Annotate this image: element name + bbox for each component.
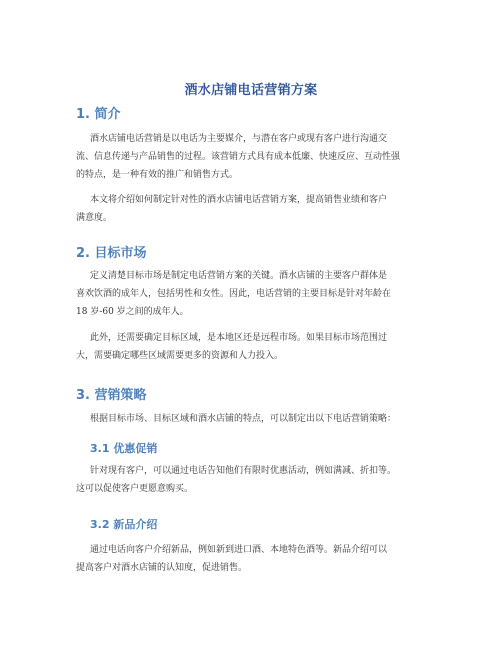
- paragraph-line: 流、信息传递与产品销售的过程。该营销方式具有成本低廉、快速反应、互动性强: [76, 152, 401, 162]
- paragraph-line: 定义清楚目标市场是制定电话营销方案的关键。酒水店铺的主要客户群体是: [90, 271, 388, 281]
- paragraph: [76, 191, 436, 227]
- subsection-heading-promotion: 3.1 优惠促销: [90, 442, 158, 455]
- paragraph-line: 的特点，是一种有效的推广和销售方式。: [76, 170, 239, 180]
- document-title: 酒水店铺电话营销方案: [184, 83, 318, 98]
- paragraph: [76, 462, 436, 498]
- paragraph: [76, 410, 436, 428]
- paragraph-line: 满意度。: [76, 213, 113, 223]
- paragraph: [76, 329, 436, 365]
- section-heading-intro: 1. 简介: [76, 107, 121, 122]
- paragraph-line: 这可以促使客户更愿意购买。: [76, 484, 194, 494]
- paragraph-line: 根据目标市场、目标区域和酒水店铺的特点，可以制定出以下电话营销策略：: [90, 414, 397, 424]
- paragraph: [76, 267, 436, 321]
- paragraph-line: 大，需要确定哪些区域需要更多的资源和人力投入。: [76, 351, 284, 361]
- paragraph-line: 通过电话向客户介绍新品，例如新到进口酒、本地特色酒等。新品介绍可以: [90, 545, 388, 555]
- paragraph-line: 提高客户对酒水店铺的认知度，促进销售。: [76, 563, 248, 573]
- paragraph: [76, 541, 436, 577]
- section-heading-target-market: 2. 目标市场: [76, 246, 147, 261]
- paragraph-line: 喜欢饮酒的成年人，包括男性和女性。因此，电话营销的主要目标是针对年龄在: [76, 289, 392, 299]
- paragraph-line: 针对现有客户，可以通过电话告知他们有限时优惠活动，例如满减、折扣等。: [90, 466, 397, 476]
- paragraph-line: 此外，还需要确定目标区域，是本地区还是远程市场。如果目标市场范围过: [90, 333, 388, 343]
- subsection-heading-new-products: 3.2 新品介绍: [90, 518, 158, 531]
- paragraph-line: 18 岁-60 岁之间的成年人。: [76, 307, 189, 317]
- section-heading-strategy: 3. 营销策略: [76, 388, 147, 403]
- paragraph-line: 本文将介绍如何制定针对性的酒水店铺电话营销方案，提高销售业绩和客户: [90, 195, 388, 205]
- paragraph-line: 酒水店铺电话营销是以电话为主要媒介，与潜在客户或现有客户进行沟通交: [90, 134, 388, 144]
- paragraph: [76, 130, 436, 184]
